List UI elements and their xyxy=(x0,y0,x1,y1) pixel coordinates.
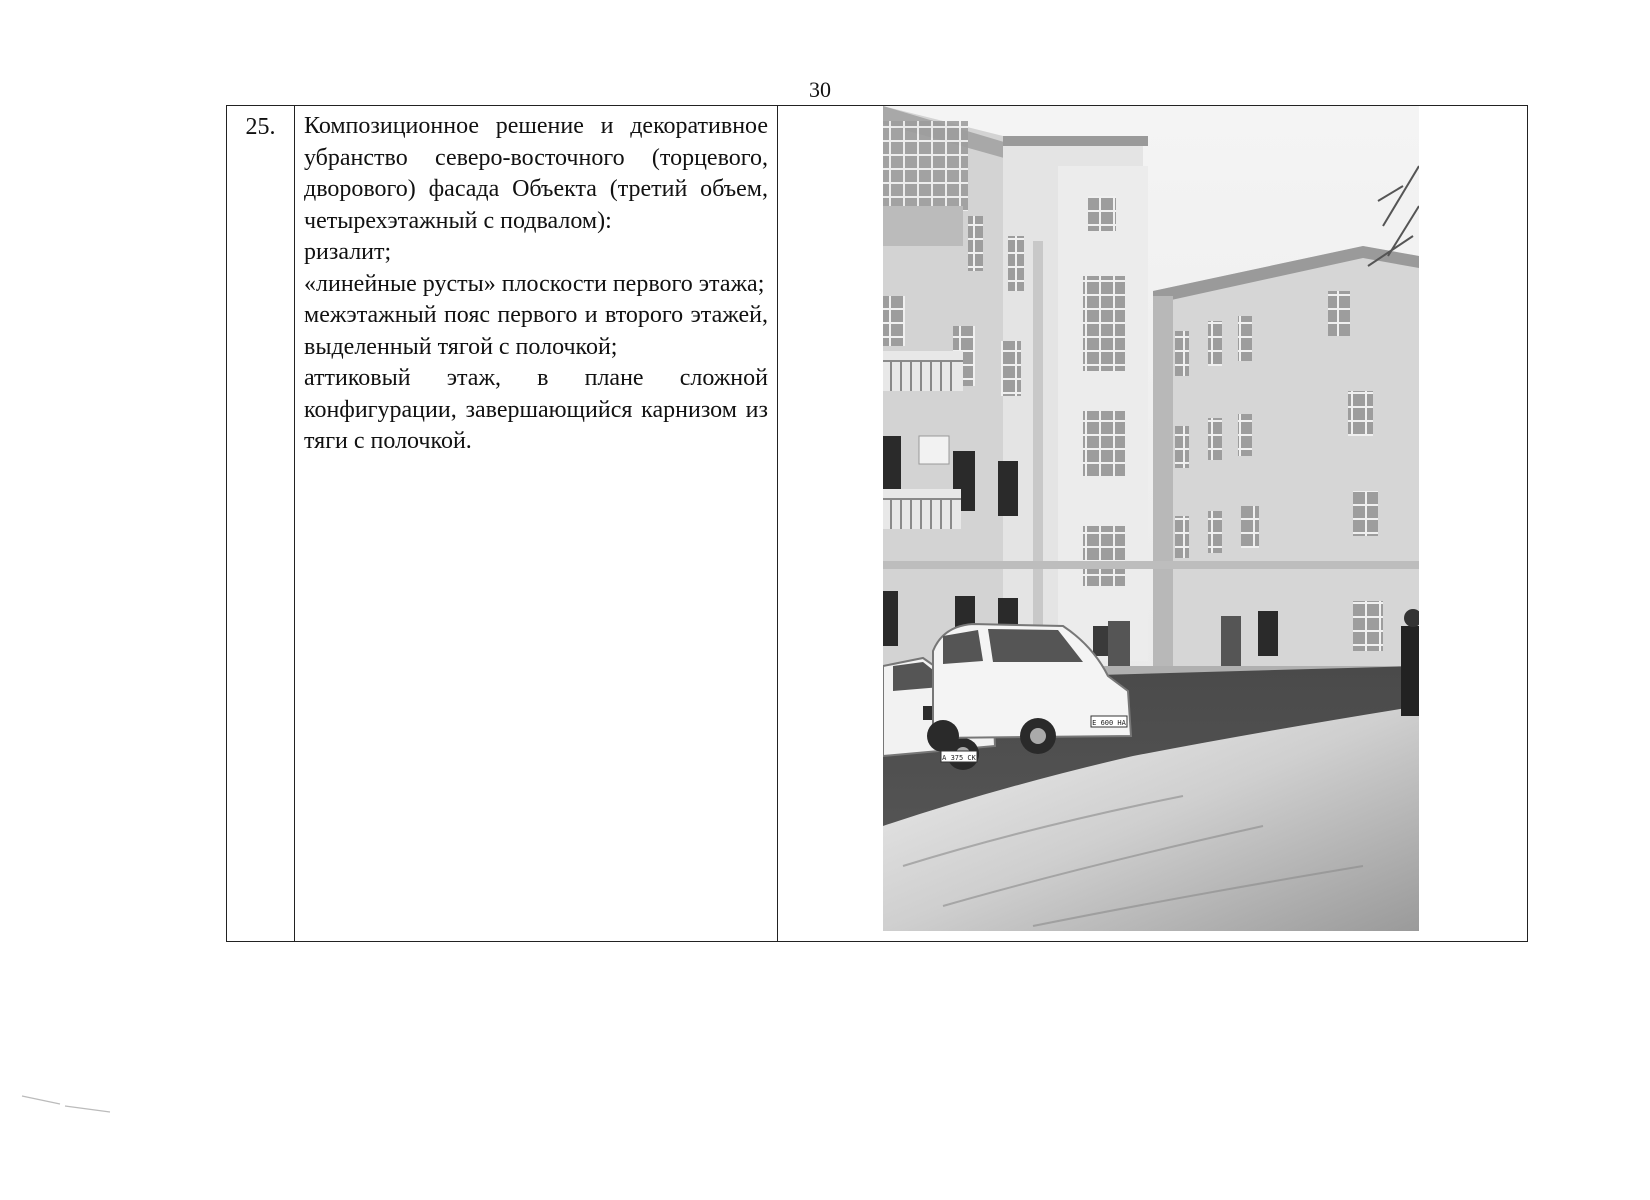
license-plate: Е 600 НА xyxy=(1092,719,1126,727)
row-number-cell xyxy=(227,106,295,941)
scan-artifact xyxy=(20,1092,120,1114)
description-paragraph: Композиционное решение и декоративное убранство северо-восточного (торцевого, дворового) фасада Объекта (третий объем, четырехэтажный с подвалом): xyxy=(304,113,768,234)
photo-cell xyxy=(778,106,1527,941)
description-paragraph: ризалит; xyxy=(304,239,392,265)
description-text xyxy=(304,111,768,458)
description-paragraph: аттиковый этаж, в плане сложной конфигурации, завершающийся карнизом из тяги с полочкой. xyxy=(304,365,768,454)
description-cell xyxy=(295,106,778,941)
object-table xyxy=(226,105,1528,942)
page-number: 30 xyxy=(809,77,831,102)
row-number: 25. xyxy=(245,114,276,140)
facade-photo xyxy=(883,106,1419,931)
description-paragraph: «линейные русты» плоскости первого этажа; xyxy=(304,270,765,297)
description-paragraph: межэтажный пояс первого и второго этажей, выделенный тягой с полочкой; xyxy=(304,302,768,360)
license-plate: А 375 СК xyxy=(942,754,976,762)
